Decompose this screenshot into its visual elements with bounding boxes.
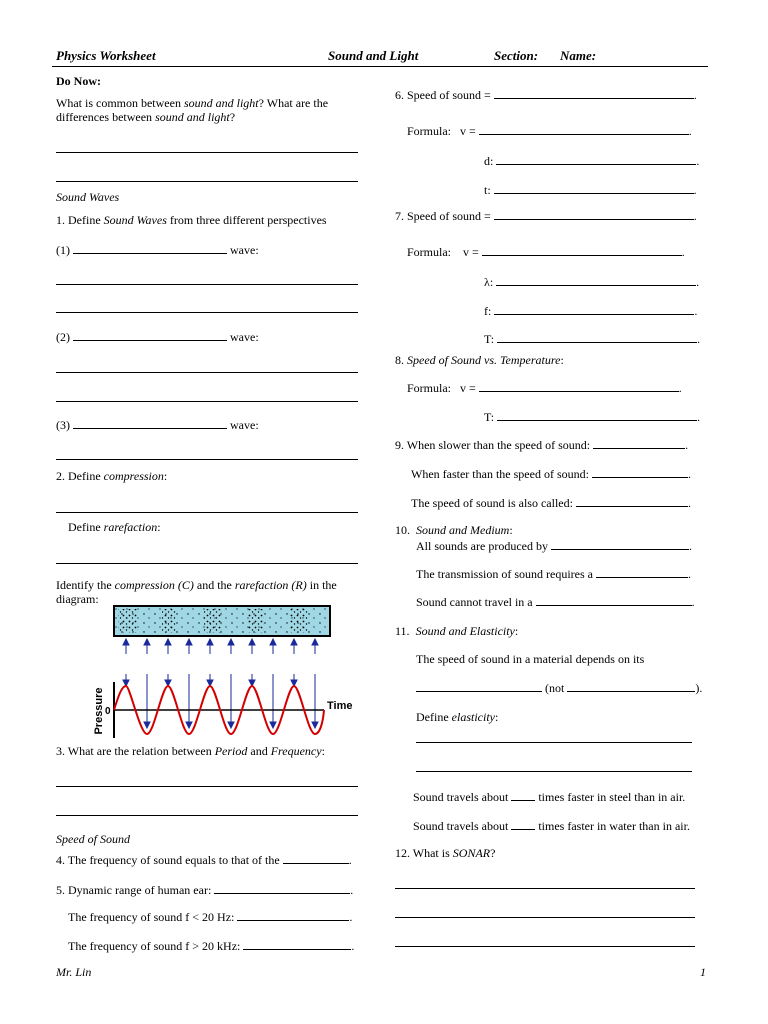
question-6: 6. Speed of sound = .: [395, 88, 697, 102]
q7-formula: Formula: v = .: [407, 245, 685, 259]
page-number: 1: [700, 965, 706, 979]
identify-line2: diagram:: [56, 592, 99, 606]
q7-lambda: λ: .: [484, 275, 700, 289]
question-11-blanks: (not ).: [416, 681, 702, 696]
question-11: 11. Sound and Elasticity:: [395, 624, 519, 638]
water-comparison: Sound travels about times faster in water than in air.: [413, 819, 690, 833]
answer-line: [56, 563, 358, 564]
question-9: 9. When slower than the speed of sound: .: [395, 438, 689, 452]
answer-line: [56, 512, 358, 513]
q6-formula: Formula: v = .: [407, 124, 692, 138]
question-9-faster: When faster than the speed of sound: .: [411, 467, 691, 481]
name-label: Name:: [560, 48, 597, 63]
question-4: 4. The frequency of sound equals to that of the .: [56, 853, 352, 867]
question-5-low: The frequency of sound f < 20 Hz: .: [68, 910, 353, 924]
define-rarefaction: Define rarefaction:: [68, 520, 161, 534]
up-arrows: [123, 639, 318, 654]
answer-line: [56, 786, 358, 787]
question-12: 12. What is SONAR?: [395, 846, 496, 860]
footer-author: Mr. Lin: [56, 965, 92, 979]
answer-line: [56, 815, 358, 816]
compression-rarefaction-diagram: [86, 602, 366, 742]
question-3: 3. What are the relation between Period and Frequency:: [56, 744, 325, 758]
perspective-3: (3) wave:: [56, 418, 259, 432]
question-9-called: The speed of sound is also called: .: [411, 496, 691, 510]
question-2: 2. Define compression:: [56, 469, 168, 483]
question-11-depends: The speed of sound in a material depends on its: [416, 652, 645, 666]
worksheet-topic: Sound and Light: [328, 48, 419, 63]
question-10-transmission: The transmission of sound requires a .: [416, 567, 691, 581]
question-1: 1. Define Sound Waves from three different perspectives: [56, 213, 327, 227]
answer-line: [56, 459, 358, 460]
q6-t: t: .: [484, 183, 697, 197]
q7-T: T: .: [484, 332, 701, 346]
answer-line: [56, 401, 358, 402]
answer-line: [395, 888, 695, 889]
question-7: 7. Speed of sound = .: [395, 209, 697, 223]
answer-line: [56, 312, 358, 313]
time-label: Time: [327, 700, 353, 712]
answer-line: [416, 771, 692, 772]
answer-line: [56, 372, 358, 373]
define-elasticity: Define elasticity:: [416, 710, 499, 724]
q8-formula: Formula: v = .: [407, 381, 682, 395]
sound-waves-heading: Sound Waves: [56, 190, 120, 204]
do-now-question-line2: differences between sound and light?: [56, 110, 236, 124]
answer-line: [56, 181, 358, 182]
down-arrows: [123, 674, 318, 728]
identify-line1: Identify the compression (C) and the rarefaction (R) in the: [56, 578, 337, 592]
worksheet-title: Physics Worksheet: [56, 48, 156, 63]
q7-f: f: .: [484, 304, 698, 318]
answer-line: [56, 284, 358, 285]
do-now-heading: Do Now:: [56, 74, 101, 88]
q6-d: d: .: [484, 154, 700, 168]
answer-line: [416, 742, 692, 743]
question-5: 5. Dynamic range of human ear: .: [56, 883, 354, 897]
q8-T: T: .: [484, 410, 701, 424]
answer-line: [56, 152, 358, 153]
question-8: 8. Speed of Sound vs. Temperature:: [395, 353, 564, 367]
air-column: [114, 606, 330, 636]
perspective-2: (2) wave:: [56, 330, 259, 344]
pressure-label: Pressure: [93, 687, 105, 735]
speed-of-sound-heading: Speed of Sound: [56, 832, 130, 846]
header-rule: [52, 66, 708, 67]
section-label: Section:: [494, 48, 539, 63]
steel-comparison: Sound travels about times faster in steel than in air.: [413, 790, 686, 804]
question-5-high: The frequency of sound f > 20 kHz: .: [68, 939, 355, 953]
perspective-1: (1) wave:: [56, 243, 259, 257]
question-10-cannot-travel: Sound cannot travel in a .: [416, 595, 695, 609]
answer-line: [395, 917, 695, 918]
zero-label: 0: [105, 706, 111, 717]
question-10-produced: All sounds are produced by .: [416, 539, 692, 553]
question-10: 10. Sound and Medium:: [395, 523, 513, 537]
answer-line: [395, 946, 695, 947]
do-now-question-line1: What is common between sound and light? What are the: [56, 96, 329, 110]
